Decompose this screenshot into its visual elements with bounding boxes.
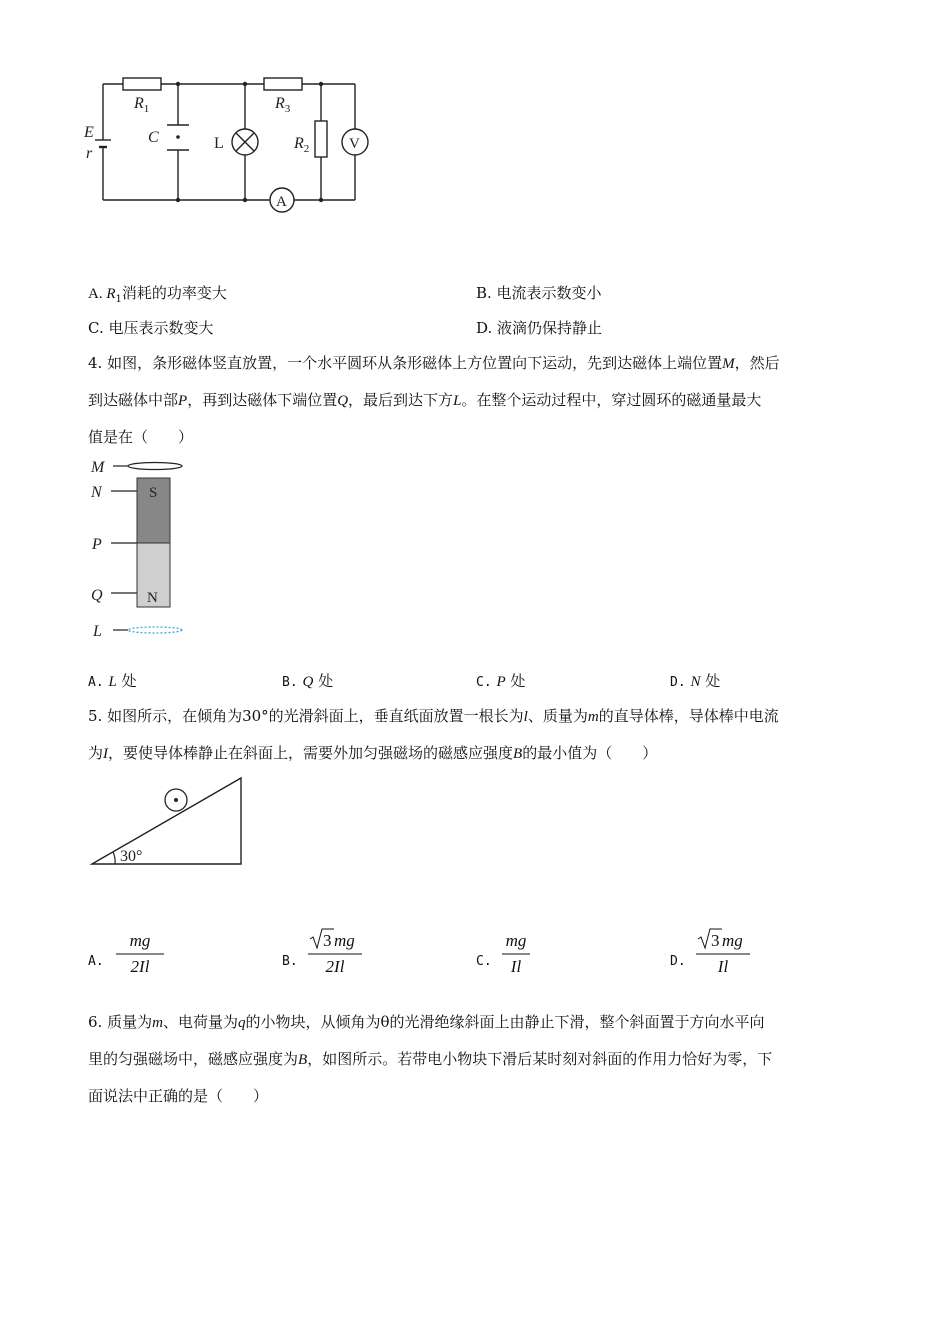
label-v: V (349, 136, 360, 152)
svg-text:N: N (147, 590, 158, 606)
label-l: L (214, 135, 224, 152)
q3-option-a[interactable]: A. $R_1$消耗的功率变大 (88, 284, 227, 305)
svg-text:3: 3 (711, 931, 720, 950)
circuit-diagram (80, 70, 380, 220)
svg-text:N: N (91, 484, 102, 501)
q3-option-b[interactable]: B. 电流表示数变小 (476, 284, 602, 302)
q4-stem-line3: 值是在（ ） (88, 428, 194, 446)
svg-text:mg: mg (722, 931, 743, 950)
svg-text:M: M (91, 459, 105, 476)
incline-diagram (85, 770, 255, 870)
svg-text:2Il: 2Il (325, 957, 345, 976)
q4-option-d[interactable]: D. N 处 (670, 672, 721, 690)
svg-text:Il: Il (510, 957, 522, 976)
label-r3: $R_3$ (275, 95, 291, 115)
ring-top (128, 463, 182, 470)
q4-option-b[interactable]: B. Q 处 (282, 672, 334, 690)
ring-bottom (128, 627, 182, 633)
svg-text:mg: mg (129, 931, 151, 950)
q6-stem-line2: 里的匀强磁场中，磁感应强度为B，如图所示。若带电小物块下滑后某时刻对斜面的作用力恰好为零，下 (88, 1050, 773, 1068)
q3-option-d[interactable]: D. 液滴仍保持静止 (476, 319, 603, 337)
svg-text:3: 3 (323, 931, 332, 950)
q4-stem-line1: 4. 如图，条形磁体竖直放置，一个水平圆环从条形磁体上方位置向下运动，先到达磁体上端位置M，然后 (88, 354, 780, 372)
svg-text:Q: Q (91, 587, 103, 604)
svg-text:mg: mg (505, 931, 527, 950)
resistor-r3 (264, 78, 302, 90)
svg-text:30°: 30° (120, 848, 143, 865)
q4-stem-line2: 到达磁体中部P，再到达磁体下端位置Q，最后到达下方L。在整个运动过程中，穿过圆环的磁通量最大 (88, 391, 762, 409)
q4-option-a[interactable]: A. L 处 (88, 672, 137, 690)
magnet-diagram (85, 455, 195, 645)
svg-text:Il: Il (717, 957, 729, 976)
q4-option-c[interactable]: C. P 处 (476, 672, 526, 690)
droplet (176, 135, 180, 139)
label-a: A (276, 194, 287, 210)
q5-stem-line2: 为I，要使导体棒静止在斜面上，需要外加匀强磁场的磁感应强度B的最小值为（ ） (88, 744, 658, 762)
label-r2: $R_2$ (294, 135, 310, 155)
svg-text:S: S (149, 485, 158, 501)
q6-stem-line1: 6. 质量为m、电荷量为q的小物块，从倾角为θ的光滑绝缘斜面上由静止下滑，整个斜面置于方向水平向 (88, 1013, 765, 1031)
svg-text:P: P (92, 536, 102, 553)
q5-stem-line1: 5. 如图所示，在倾角为30°的光滑斜面上，垂直纸面放置一根长为l、质量为m的直导体棒，导体棒中电流 (88, 707, 779, 725)
label-r1: $R_1$ (134, 95, 150, 115)
q3-option-c[interactable]: C. 电压表示数变大 (88, 319, 214, 337)
label-r: r (86, 145, 93, 162)
svg-text:mg: mg (334, 931, 355, 950)
svg-text:2Il: 2Il (130, 957, 150, 976)
label-e: E (84, 124, 94, 141)
svg-text:L: L (93, 623, 102, 640)
q6-stem-line3: 面说法中正确的是（ ） (88, 1087, 269, 1105)
label-c: C (148, 129, 159, 146)
resistor-r2 (315, 121, 327, 157)
resistor-r1 (123, 78, 161, 90)
